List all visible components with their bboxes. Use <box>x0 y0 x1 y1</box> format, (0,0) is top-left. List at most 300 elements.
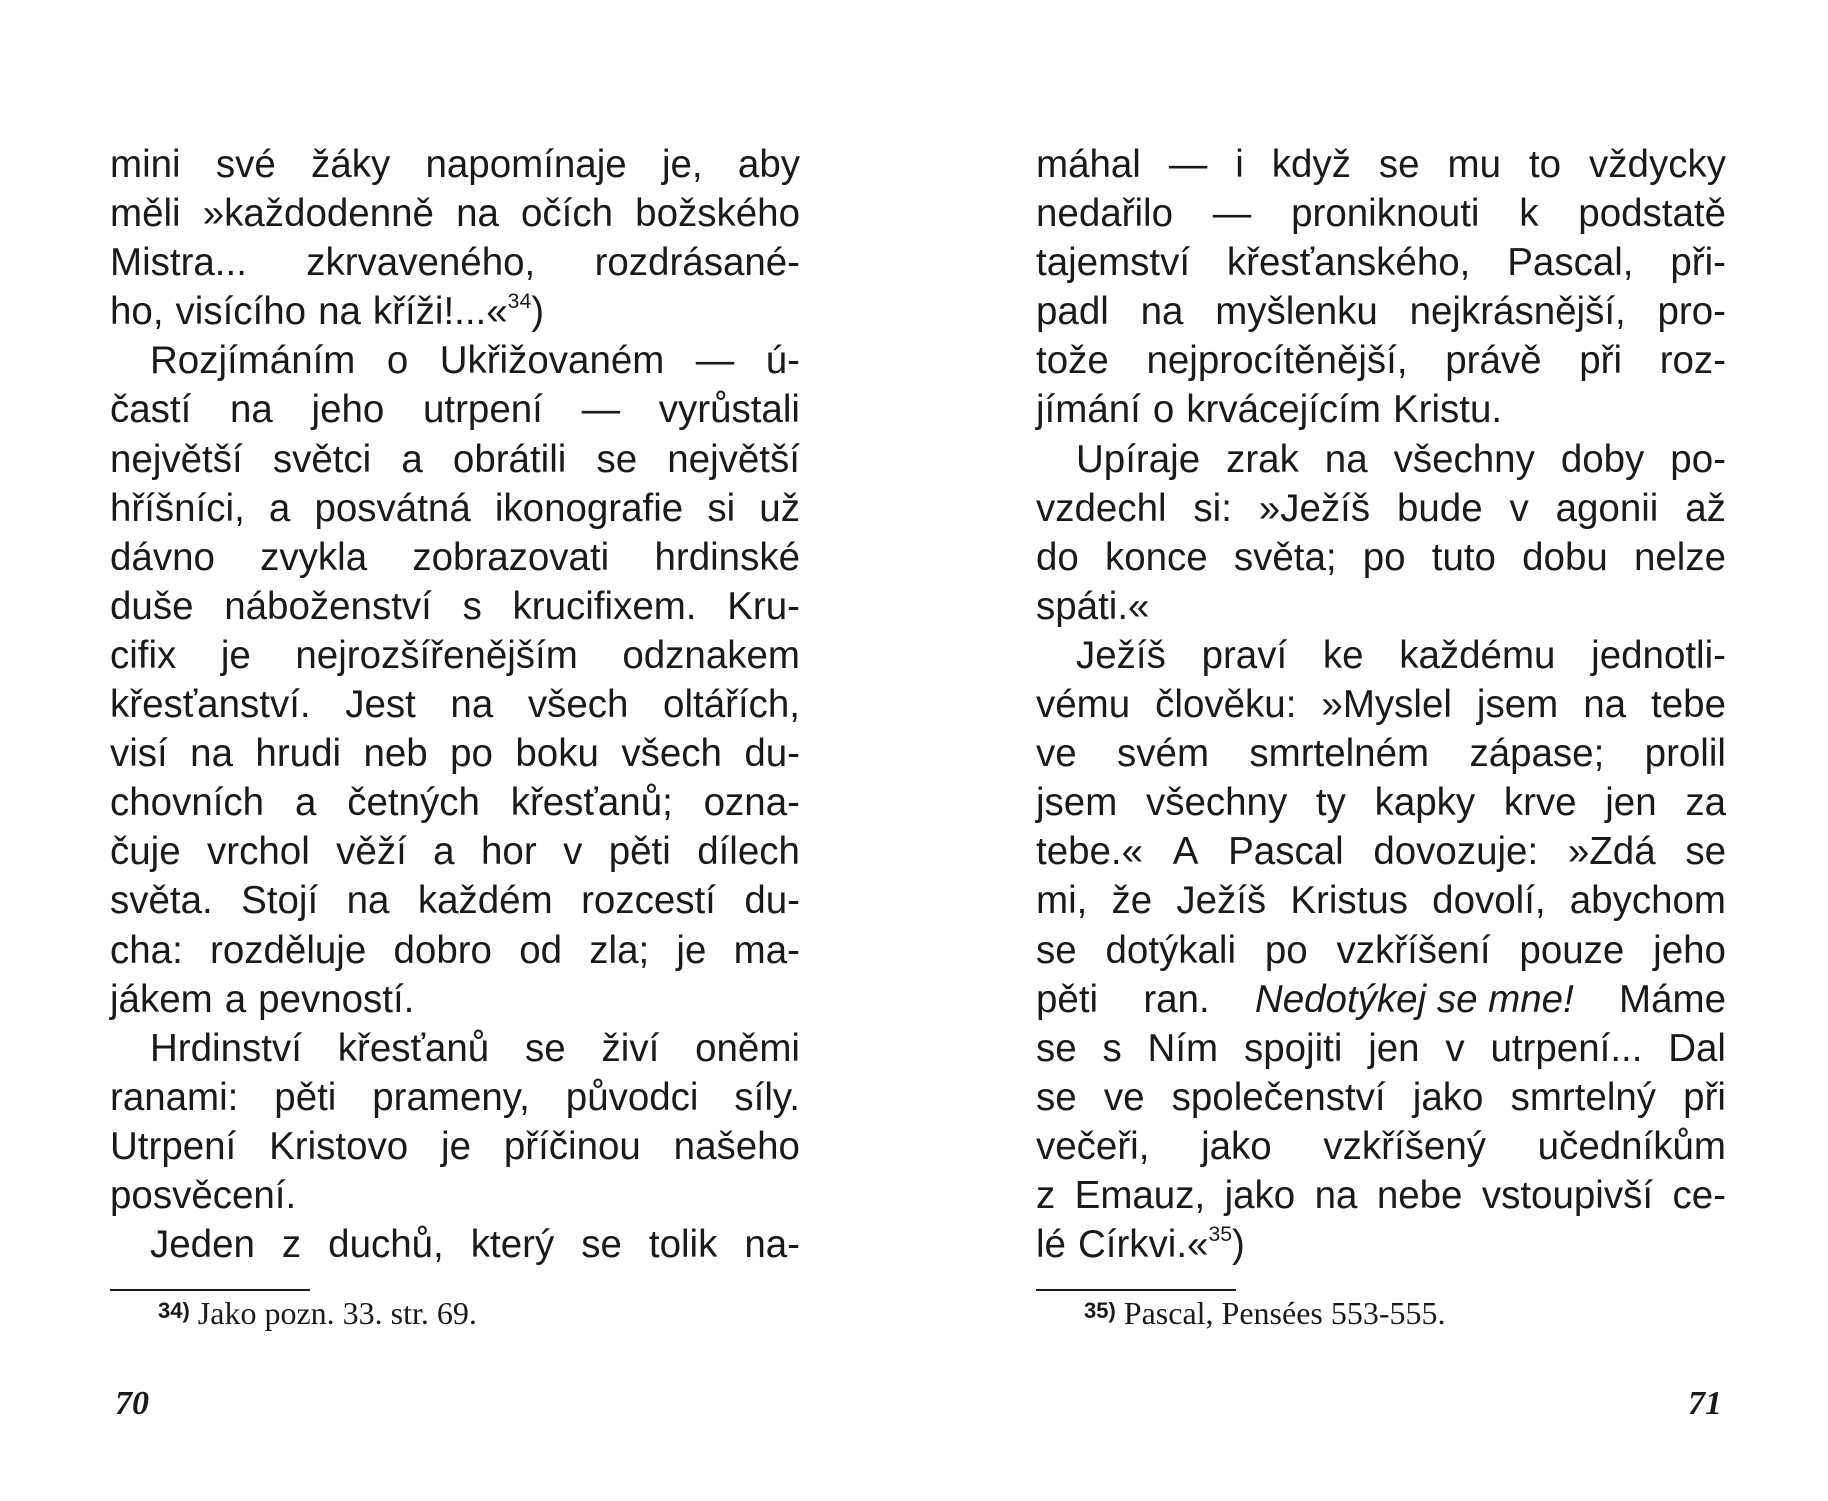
word: jako <box>1224 1173 1296 1217</box>
footnote-text: Pascal, Pensées 553-555. <box>1123 1295 1446 1332</box>
word: Ježíš <box>1076 633 1166 677</box>
word: četných <box>347 781 480 825</box>
word: — <box>1212 192 1252 236</box>
word: původci <box>565 1075 699 1119</box>
text-line <box>1036 631 1726 680</box>
word: na <box>190 732 233 776</box>
text-line <box>1036 533 1726 582</box>
word: křesťanů; <box>510 781 673 825</box>
word: to <box>1528 143 1562 186</box>
word: zvykla <box>260 535 368 579</box>
word: ozna- <box>703 781 800 825</box>
word: světci <box>272 437 372 481</box>
word: Pascal, <box>1507 241 1634 285</box>
word: Kru- <box>727 584 800 628</box>
text-line <box>110 827 800 876</box>
word: a <box>224 977 247 1021</box>
word: »Zdá <box>1567 830 1656 874</box>
word: duše <box>110 584 194 628</box>
word: po- <box>1670 437 1726 481</box>
word: vrchol <box>207 830 310 874</box>
left-page-text <box>110 140 800 1269</box>
word: prameny, <box>372 1075 530 1119</box>
word: měli <box>110 192 181 236</box>
text-line <box>110 778 800 827</box>
text-line <box>110 926 800 975</box>
word: ho, <box>110 290 164 334</box>
text-line <box>110 287 800 336</box>
word: až <box>1685 486 1726 530</box>
word: a <box>433 830 455 874</box>
word: — <box>1168 143 1208 186</box>
word: vzkříšení <box>1336 928 1491 972</box>
word: pro- <box>1657 290 1726 334</box>
word: častí <box>110 388 192 432</box>
word: jen <box>1605 781 1657 825</box>
text-line <box>110 533 800 582</box>
word: hrudi <box>255 732 342 776</box>
word: dobu <box>1522 535 1608 579</box>
word: ce- <box>1672 1173 1726 1217</box>
word: se <box>1036 1026 1077 1070</box>
text-line <box>1036 582 1726 631</box>
word: se <box>1378 143 1420 186</box>
text-line <box>1036 238 1726 287</box>
word: du- <box>744 879 800 923</box>
word: a <box>294 781 317 825</box>
word: nedařilo <box>1036 192 1173 236</box>
word: proniknouti <box>1291 192 1480 236</box>
word: posvěcení. <box>110 1173 297 1217</box>
word: krucifixem. <box>512 584 697 628</box>
text-line <box>110 680 800 729</box>
text-line <box>1036 1073 1726 1122</box>
text-line <box>1036 926 1726 975</box>
word: tolik <box>648 1223 718 1267</box>
word: máhal <box>1036 143 1141 186</box>
word: při- <box>1670 241 1726 285</box>
word: jen <box>1368 1026 1420 1070</box>
text-line <box>110 336 800 385</box>
word: roz- <box>1659 339 1726 383</box>
word: Utrpení <box>110 1124 237 1168</box>
word: duchů, <box>328 1223 444 1267</box>
word: lé <box>1036 1223 1066 1267</box>
text-line <box>110 238 800 287</box>
word: zápase; <box>1469 732 1605 776</box>
word: mi, <box>1036 879 1088 923</box>
word: všech <box>527 683 629 727</box>
word: Ním <box>1147 1026 1219 1070</box>
word: našeho <box>673 1124 800 1168</box>
word: bude <box>1396 486 1483 530</box>
word: krve <box>1503 781 1577 825</box>
word: rozděluje <box>210 928 367 972</box>
word: chovních <box>110 781 265 825</box>
word: vzkříšený <box>1323 1124 1486 1168</box>
word: si <box>707 486 736 530</box>
word: živí <box>601 1026 660 1070</box>
right-page <box>1036 140 1726 1337</box>
text-line <box>1036 287 1726 336</box>
word: ikonografie <box>494 486 684 530</box>
word: každému <box>1399 633 1556 677</box>
word: na <box>1314 1173 1358 1217</box>
word: jeho <box>311 388 385 432</box>
word: při <box>1579 339 1623 383</box>
word: cha: <box>110 928 183 972</box>
footnote-reference: 34 <box>507 290 532 314</box>
right-page-text <box>1036 140 1726 1269</box>
word: o <box>386 339 409 383</box>
word: nejrozšířenějším <box>295 633 578 677</box>
word: dotýkali <box>1105 928 1237 972</box>
word: večeři, <box>1036 1124 1150 1168</box>
word: se <box>596 437 638 481</box>
word: abychom <box>1569 879 1726 923</box>
text-line <box>1036 778 1726 827</box>
word: zkrvaveného, <box>306 241 536 285</box>
word: dovolí, <box>1432 879 1546 923</box>
word: vému <box>1036 683 1131 727</box>
word: na <box>1324 437 1368 481</box>
word: visícího <box>175 290 307 334</box>
word: boku <box>515 732 599 776</box>
word: světa. <box>110 879 213 923</box>
text-line <box>110 876 800 925</box>
word: tajemství <box>1036 241 1191 285</box>
word: Máme <box>1619 977 1726 1021</box>
word: své <box>215 143 276 186</box>
word: utrpení... <box>1490 1026 1643 1070</box>
word: hrdinské <box>654 535 800 579</box>
word: kříži!...«$^{34}$) <box>372 290 545 334</box>
word: pěti <box>274 1075 337 1119</box>
word: Rozjímáním <box>150 339 356 383</box>
word: Jeden <box>150 1223 255 1267</box>
word: konce <box>1104 535 1208 579</box>
word: ty <box>1315 781 1346 825</box>
word: Pascal <box>1228 830 1344 874</box>
word: visí <box>110 732 168 776</box>
word: aby <box>737 143 800 186</box>
word: je, <box>661 143 703 186</box>
text-line <box>110 582 800 631</box>
text-line <box>1036 336 1726 385</box>
word: — <box>581 388 621 432</box>
word: Jest <box>345 683 416 727</box>
word: padl <box>1036 290 1109 334</box>
word: ke <box>1322 633 1364 677</box>
word: největší <box>667 437 800 481</box>
word: odznakem <box>622 633 800 677</box>
word: dobro <box>393 928 492 972</box>
word: po <box>1362 535 1406 579</box>
word: smrtelný <box>1510 1075 1657 1119</box>
word: pěti <box>608 830 671 874</box>
word: očích <box>521 192 614 236</box>
word: cifix <box>110 633 177 677</box>
word: Ukřižovaném <box>439 339 665 383</box>
text-line <box>110 1171 800 1220</box>
word: se <box>1036 928 1077 972</box>
word: když <box>1271 143 1351 186</box>
word: pouze <box>1519 928 1625 972</box>
word: jeho <box>1653 928 1726 972</box>
word: svém <box>1117 732 1210 776</box>
word: náboženství <box>224 584 432 628</box>
word: o <box>1152 388 1175 432</box>
word: zobrazovati <box>412 535 610 579</box>
word: Upíraje <box>1076 437 1201 481</box>
word: je <box>441 1124 471 1168</box>
word: ran. <box>1143 977 1210 1021</box>
word: oltářích, <box>663 683 800 727</box>
text-line <box>1036 1171 1726 1220</box>
word: s <box>1102 1026 1122 1070</box>
word: v <box>563 830 583 874</box>
page-number-right: 71 <box>1688 1385 1722 1422</box>
word: krvácejícím <box>1186 388 1381 432</box>
word: tuto <box>1431 535 1496 579</box>
word: podstatě <box>1578 192 1726 236</box>
word: Kristu. <box>1392 388 1503 432</box>
word: se <box>1685 830 1726 874</box>
text-line <box>1036 435 1726 484</box>
word: agonii <box>1555 486 1659 530</box>
word: člověku: <box>1155 683 1297 727</box>
word: se <box>1036 1075 1077 1119</box>
word: jákem <box>110 977 213 1021</box>
word: »každodenně <box>202 192 434 236</box>
word: učedníkům <box>1537 1124 1726 1168</box>
word: spáti.« <box>1036 584 1150 628</box>
word: Emauz, <box>1074 1173 1206 1217</box>
text-line <box>1036 189 1726 238</box>
word: z <box>1036 1173 1056 1217</box>
footnote-rule <box>1036 1289 1236 1291</box>
text-line <box>110 631 800 680</box>
word: s <box>462 584 482 628</box>
word: božského <box>635 192 800 236</box>
word: světa; <box>1233 535 1337 579</box>
word: Ježíš <box>1176 879 1267 923</box>
word: vždycky <box>1589 143 1726 186</box>
word: na- <box>744 1223 800 1267</box>
word: z <box>281 1223 302 1267</box>
word: zrak <box>1226 437 1299 481</box>
word: »Myslel <box>1321 683 1452 727</box>
word: — <box>695 339 735 383</box>
footnote-34 <box>110 1293 800 1337</box>
text-line <box>1036 975 1726 1024</box>
left-page <box>110 140 800 1337</box>
text-line <box>110 1024 800 1073</box>
word: spojiti <box>1243 1026 1343 1070</box>
word: vzdechl <box>1036 486 1167 530</box>
text-line <box>110 140 800 189</box>
word: oněmi <box>695 1026 800 1070</box>
word: mini <box>110 143 181 186</box>
word: na <box>318 290 361 334</box>
word: pevností. <box>258 977 415 1021</box>
word: dávno <box>110 535 215 579</box>
word: na <box>1140 290 1184 334</box>
word: hor <box>481 830 537 874</box>
word: neb <box>363 732 428 776</box>
footnote-number: 35) <box>1084 1298 1116 1324</box>
word: se <box>525 1026 566 1070</box>
page-number-left: 70 <box>115 1385 149 1422</box>
word: obrátili <box>452 437 567 481</box>
word: za <box>1685 781 1726 825</box>
text-line <box>1036 140 1726 189</box>
word: dílech <box>697 830 800 874</box>
word: příčinou <box>503 1124 641 1168</box>
footnote-35 <box>1036 1293 1726 1337</box>
word: »Ježíš <box>1258 486 1371 530</box>
text-line <box>1036 876 1726 925</box>
text-line <box>110 435 800 484</box>
word: nejprocítěnější, <box>1146 339 1408 383</box>
word: Kristovo <box>269 1124 409 1168</box>
word: hříšníci, <box>110 486 245 530</box>
text-line <box>1036 484 1726 533</box>
word: právě <box>1445 339 1542 383</box>
word: k <box>1519 192 1539 236</box>
text-line <box>1036 1122 1726 1171</box>
text-line <box>110 385 800 434</box>
text-line <box>110 189 800 238</box>
word: na <box>230 388 273 432</box>
word: všechny <box>1145 781 1288 825</box>
word: rozcestí <box>581 879 716 923</box>
word: vyrůstali <box>658 388 800 432</box>
word: zla; <box>589 928 650 972</box>
word: vstoupivší <box>1481 1173 1654 1217</box>
word: mu <box>1447 143 1502 186</box>
text-line <box>1036 729 1726 778</box>
word: napomínaje <box>425 143 627 186</box>
word: jednotli- <box>1591 633 1726 677</box>
footnote-rule <box>110 1289 310 1291</box>
word: ve <box>1103 1075 1145 1119</box>
word: Mistra... <box>110 241 247 285</box>
text-line <box>110 975 800 1024</box>
word: ú- <box>765 339 800 383</box>
word: Hrdinství <box>150 1026 302 1070</box>
word: si: <box>1193 486 1232 530</box>
footnote-number: 34) <box>158 1298 190 1324</box>
word: čuje <box>110 830 181 874</box>
footnote-text: Jako pozn. 33. str. 69. <box>197 1295 477 1332</box>
word: smrtelném <box>1249 732 1430 776</box>
word: křesťanství. <box>110 683 311 727</box>
word: Stojí <box>241 879 319 923</box>
word: a <box>401 437 423 481</box>
word: na <box>346 879 390 923</box>
word: při <box>1683 1075 1726 1119</box>
word: ma- <box>733 928 800 972</box>
word: posvátná <box>314 486 471 530</box>
word: síly. <box>734 1075 800 1119</box>
word: na <box>1583 683 1627 727</box>
word: A <box>1172 830 1199 874</box>
word: žáky <box>311 143 391 186</box>
word: každém <box>417 879 553 923</box>
word: du- <box>744 732 800 776</box>
word: na <box>450 683 494 727</box>
word: v <box>1509 486 1529 530</box>
word: už <box>759 486 800 530</box>
word: Nedotýkej se mne! <box>1254 977 1574 1021</box>
word: tebe <box>1651 683 1726 727</box>
word: nebe <box>1376 1173 1463 1217</box>
word: od <box>519 928 563 972</box>
word: je <box>220 633 251 677</box>
word: pěti <box>1036 977 1099 1021</box>
word: po <box>1264 928 1308 972</box>
word: nejkrásnější, <box>1409 290 1626 334</box>
word: který <box>470 1223 555 1267</box>
word: jako <box>1201 1124 1272 1168</box>
word: jako <box>1412 1075 1484 1119</box>
word: ranami: <box>110 1075 239 1119</box>
word: že <box>1111 879 1153 923</box>
word: praví <box>1201 633 1288 677</box>
word: tebe.« <box>1036 830 1144 874</box>
word: a <box>268 486 291 530</box>
word: věží <box>336 830 407 874</box>
word: doby <box>1560 437 1645 481</box>
text-line <box>1036 680 1726 729</box>
word: v <box>1445 1026 1465 1070</box>
text-line <box>1036 385 1726 434</box>
word: i <box>1235 143 1244 186</box>
word: všechny <box>1393 437 1535 481</box>
text-line <box>110 1073 800 1122</box>
text-line <box>1036 1024 1726 1073</box>
word: Kristus <box>1290 879 1408 923</box>
text-line <box>110 1122 800 1171</box>
word: myšlenku <box>1215 290 1378 334</box>
text-line <box>110 1220 800 1269</box>
word: ve <box>1036 732 1077 776</box>
word: křesťanského, <box>1226 241 1471 285</box>
word: všech <box>621 732 722 776</box>
word: utrpení <box>423 388 543 432</box>
footnote-reference: 35 <box>1208 1223 1232 1247</box>
text-line <box>1036 1220 1726 1269</box>
word: kapky <box>1374 781 1476 825</box>
text-line <box>1036 827 1726 876</box>
word: prolil <box>1644 732 1726 776</box>
word: jsem <box>1476 683 1559 727</box>
word: největší <box>110 437 243 481</box>
text-line <box>110 484 800 533</box>
word: rozdrásané- <box>594 241 800 285</box>
word: se <box>581 1223 622 1267</box>
word: jímání <box>1036 388 1141 432</box>
word: do <box>1036 535 1079 579</box>
word: po <box>450 732 493 776</box>
word: je <box>676 928 707 972</box>
word: tože <box>1036 339 1109 383</box>
word: dovozuje: <box>1373 830 1539 874</box>
text-line <box>110 729 800 778</box>
word: společenství <box>1171 1075 1386 1119</box>
word: křesťanů <box>337 1026 490 1070</box>
